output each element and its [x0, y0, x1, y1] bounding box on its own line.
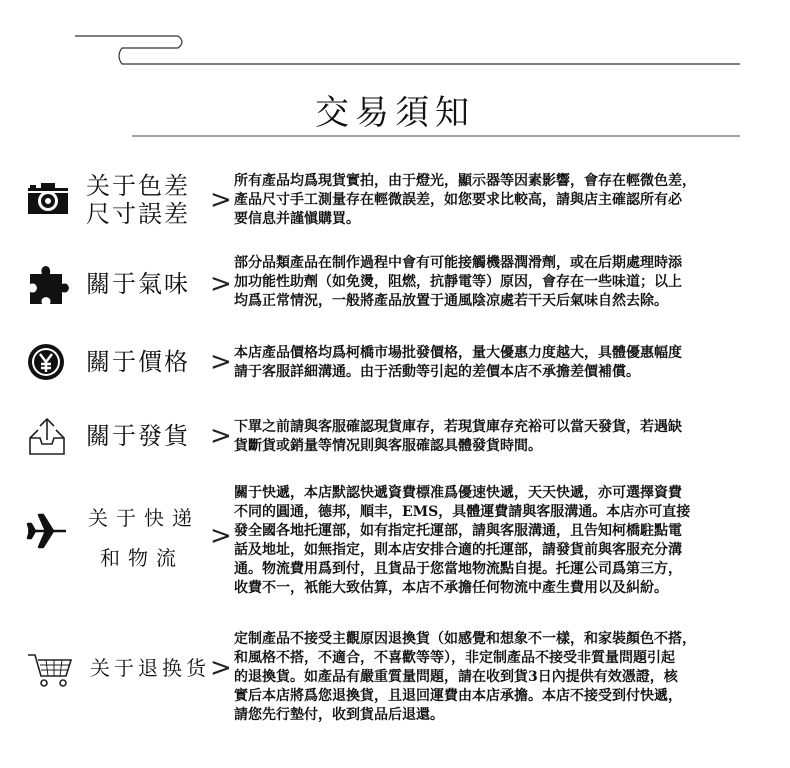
section-label: 關于氣味: [86, 270, 190, 298]
airplane-icon: [26, 510, 68, 552]
page-title: 交易須知: [315, 93, 475, 133]
section-text: 本店產品價格均爲柯橋市場批發價格，量大優惠力度越大，具體優惠幅度 請于客服詳細溝通。由于活動等引起的差價本店不承擔差價補償。: [234, 345, 682, 380]
chevron-right-icon: >: [210, 421, 232, 451]
section-label: 关于色差 尺寸誤差: [86, 172, 190, 228]
section-text: 部分品類產品在制作過程中會有可能接觸機器潤滑劑，或在后期處理時添 加功能性助劑（如免燙，阻燃，抗靜電等）原因，會存在一些味道；以上 均爲正常情況，一般將產品放置于通風陰凉處若干天后氣味自然去除。: [234, 255, 682, 309]
chevron-right-icon: >: [210, 521, 232, 551]
section-label: 關于價格: [86, 348, 190, 376]
puzzle-icon: [26, 264, 72, 306]
shopping-cart-icon: [26, 652, 74, 688]
chevron-right-icon: >: [210, 347, 232, 377]
section-label: 關于發貨: [86, 422, 190, 450]
section-label: 关于快递 和物流: [88, 506, 200, 570]
outbox-icon: [26, 416, 68, 456]
section-text: 下單之前請與客服確認現貨庫存，若現貨庫存充裕可以當天發貨，若遇缺 貨斷貨或銷量等情况則與客服確認具體發貨時間。: [234, 419, 682, 454]
section-text: 關于快遞，本店默認快遞資費標准爲優速快遞，天天快遞，亦可選擇資費 不同的圓通，德邦，順丰，EMS，具體運費請與客服溝通。本店亦可直接 發全國各地托運部，如有指定托運部，請與客服溝通，且告知柯橋駐點電 話及地址，如無指定，則本店安排合適的托運部，請發貨前與客服充分溝 通。物流費用爲到付，且貨品于您當地物流點自提。托運公司爲第三方， 收費不一，衹能大致估算，本店不承擔任何物流中產生費用以及糾紛。: [234, 485, 691, 596]
section-label: 关于退换货: [90, 656, 210, 680]
chevron-right-icon: >: [210, 269, 232, 299]
yen-coin-icon: [26, 342, 66, 382]
section-text: 定制產品不接受主觀原因退換貨（如感覺和想象不一樣，和家裝顏色不搭， 和風格不搭，不適合，不喜歡等等），非定制產品不接受非質量問題引起 的退換貨。如產品有嚴重質量問題，請在收到貨3日內提供有效憑證，核 實后本店將爲您退換貨，且退回運費由本店承擔。本店不接受到付快遞， 請您先行墊付，收到貨品后退還。: [234, 631, 696, 723]
section-text: 所有產品均爲現貨實拍，由于燈光，顯示器等因素影響，會存在輕微色差， 產品尺寸手工測量存在輕微誤差，如您要求比較高，請與店主確認所有必 要信息并謹愼購買。: [234, 173, 696, 227]
chevron-right-icon: >: [210, 185, 232, 215]
chevron-right-icon: >: [210, 653, 232, 683]
camera-icon: [26, 182, 70, 216]
